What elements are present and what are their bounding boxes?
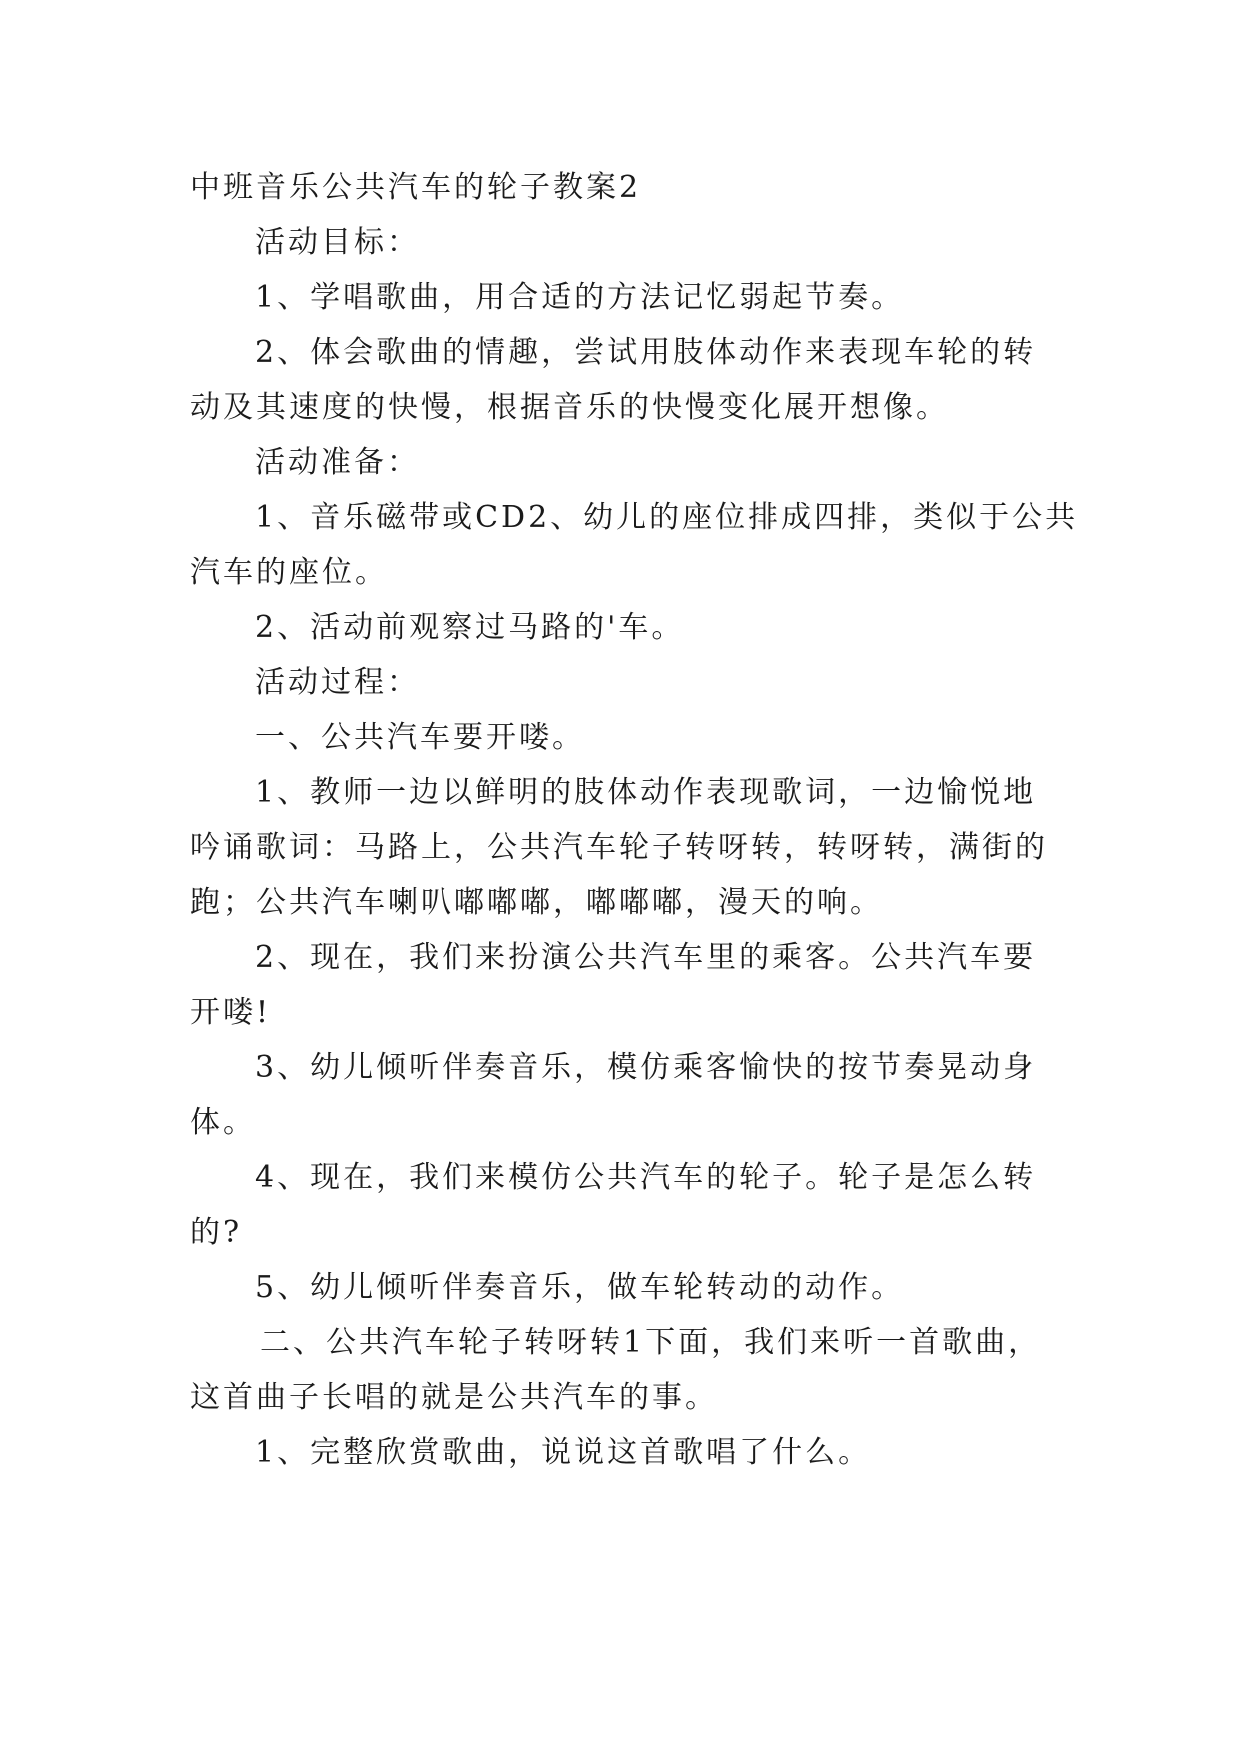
paragraph-line: 2、现在，我们来扮演公共汽车里的乘客。公共汽车要 [255, 940, 1037, 975]
paragraph-line: 5、幼儿倾听伴奏音乐，做车轮转动的动作。 [255, 1270, 905, 1305]
paragraph-line: 3、幼儿倾听伴奏音乐，模仿乘客愉快的按节奏晃动身 [255, 1050, 1037, 1085]
paragraph-line: 动及其速度的快慢，根据音乐的快慢变化展开想像。 [190, 390, 949, 425]
paragraph-line: 的? [190, 1215, 243, 1250]
paragraph-line: 这首曲子长唱的就是公共汽车的事。 [190, 1380, 718, 1415]
paragraph-line: 1、学唱歌曲，用合适的方法记忆弱起节奏。 [255, 280, 905, 315]
paragraph-line: 汽车的座位。 [190, 555, 388, 590]
paragraph-line: 1、完整欣赏歌曲，说说这首歌唱了什么。 [255, 1435, 872, 1470]
section-heading-goals: 活动目标： [255, 225, 420, 260]
paragraph-line: 跑；公共汽车喇叭嘟嘟嘟，嘟嘟嘟，漫天的响。 [190, 885, 883, 920]
subsection-heading: 二、公共汽车轮子转呀转1下面，我们来听一首歌曲， [260, 1325, 1042, 1360]
paragraph-line: 体。 [190, 1105, 256, 1140]
subsection-heading: 一、公共汽车要开喽。 [255, 720, 585, 755]
paragraph-line: 2、体会歌曲的情趣，尝试用肢体动作来表现车轮的转 [255, 335, 1037, 370]
section-heading-preparation: 活动准备： [255, 445, 420, 480]
paragraph-line: 吟诵歌词：马路上，公共汽车轮子转呀转，转呀转，满街的 [190, 830, 1048, 865]
section-heading-process: 活动过程： [255, 665, 420, 700]
paragraph-line: 1、教师一边以鲜明的肢体动作表现歌词，一边愉悦地 [255, 775, 1037, 810]
document-title: 中班音乐公共汽车的轮子教案2 [190, 170, 642, 205]
paragraph-line: 4、现在，我们来模仿公共汽车的轮子。轮子是怎么转 [255, 1160, 1037, 1195]
paragraph-line: 2、活动前观察过马路的'车。 [255, 610, 685, 645]
paragraph-line: 1、音乐磁带或CD2、幼儿的座位排成四排，类似于公共 [255, 500, 1079, 535]
paragraph-line: 开喽! [190, 995, 272, 1030]
